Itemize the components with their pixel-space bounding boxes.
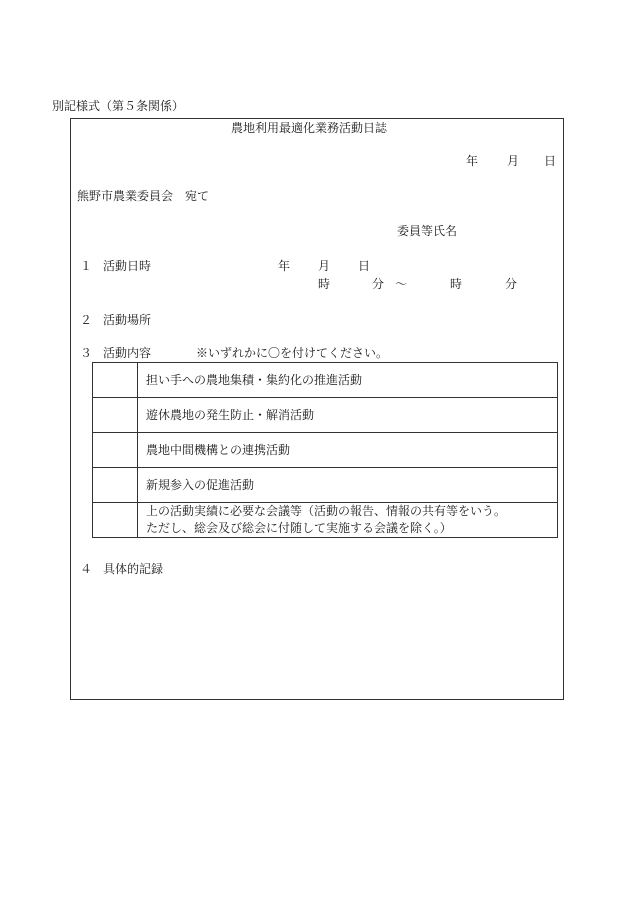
option-label: 担い手への農地集積・集約化の推進活動 [138, 363, 558, 398]
item2-label: 活動場所 [103, 313, 152, 327]
item1-hour-start: 時 [318, 277, 331, 291]
option-check-cell[interactable] [93, 468, 138, 503]
member-name-label: 委員等氏名 [397, 224, 458, 238]
option-label: 農地中間機構との連携活動 [138, 433, 558, 468]
date-day: 日 [544, 154, 557, 168]
option-check-cell[interactable] [93, 363, 138, 398]
item1-day: 日 [358, 259, 371, 273]
option-check-cell[interactable] [93, 398, 138, 433]
record-area[interactable] [100, 582, 550, 692]
option-check-cell[interactable] [93, 433, 138, 468]
option-label-multiline [138, 503, 558, 538]
item4-number: ４ [80, 562, 93, 576]
item1-number: １ [80, 259, 93, 273]
table-row [93, 433, 558, 468]
item3-note: ※いずれかに〇を付けてください。 [196, 346, 389, 360]
item1-month: 月 [318, 259, 331, 273]
option-label: 新規参入の促進活動 [138, 468, 558, 503]
option-label: 遊休農地の発生防止・解消活動 [138, 398, 558, 433]
date-year: 年 [466, 154, 479, 168]
option-label-line1: 上の活動実績に必要な会議等（活動の報告、情報の共有等をいう。 [146, 504, 507, 518]
table-row [93, 503, 558, 538]
item1-tilde: ～ [395, 277, 408, 291]
item1-minute-end: 分 [505, 277, 518, 291]
form-number-label: 別記様式（第５条関係） [52, 99, 185, 113]
item3-number: ３ [80, 346, 93, 360]
table-row [93, 468, 558, 503]
option-check-cell[interactable] [93, 503, 138, 538]
date-month: 月 [507, 154, 520, 168]
item3-label: 活動内容 [103, 346, 152, 360]
activity-options-table [92, 362, 558, 538]
option-label-line2: ただし、総会及び総会に付随して実施する会議を除く。） [146, 521, 452, 535]
document-title: 農地利用最適化業務活動日誌 [231, 121, 388, 135]
item1-hour-end: 時 [450, 277, 463, 291]
table-row [93, 398, 558, 433]
item4-label: 具体的記録 [103, 562, 164, 576]
item1-year: 年 [278, 259, 291, 273]
item1-minute-start: 分 [372, 277, 385, 291]
addressee: 熊野市農業委員会 宛て [77, 189, 210, 203]
item1-label: 活動日時 [103, 259, 152, 273]
item2-number: ２ [80, 313, 93, 327]
table-row [93, 363, 558, 398]
